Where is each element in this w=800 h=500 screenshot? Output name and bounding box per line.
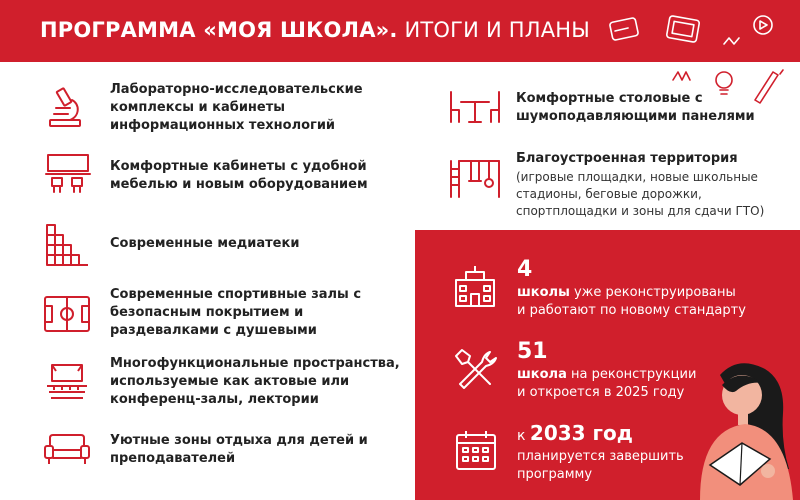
title-bold: ПРОГРАММА «МОЯ ШКОЛА». <box>40 18 398 42</box>
microscope-icon <box>44 86 88 130</box>
item-dining: Комфортные столовые с шумоподавляющими панелями <box>516 91 755 124</box>
item-classrooms: Комфортные кабинеты с удобной мебелью и новым оборудованием <box>110 159 368 192</box>
woman-reading-illustration <box>680 355 800 500</box>
playground-icon <box>447 155 503 201</box>
stat-2-rest: на реконструкции <box>566 367 697 382</box>
stat-3-prefix: к <box>517 428 530 444</box>
stat-3-line2: программу <box>517 467 593 482</box>
title-light: ИТОГИ И ПЛАНЫ <box>397 18 590 42</box>
item-rest-zones: Уютные зоны отдыха для детей и преподавателей <box>110 433 368 466</box>
page-title <box>40 18 590 42</box>
stat-1-text <box>517 284 777 320</box>
stat-1-number: 4 <box>517 257 533 282</box>
dining-table-icon <box>447 88 503 128</box>
classroom-icon <box>44 152 92 196</box>
stat-3-line1: планируется завершить <box>517 449 684 464</box>
auditorium-icon <box>44 362 90 402</box>
stat-3-number: 2033 год <box>529 421 633 445</box>
tools-icon <box>452 346 498 392</box>
stat-1-bold: школы <box>517 285 570 300</box>
stat-2-bold: школа <box>517 367 567 382</box>
item-labs: Лабораторно-исследовательские комплексы и кабинеты информационных технологий <box>110 82 363 133</box>
stat-1-rest: уже реконструированы <box>569 285 736 300</box>
item-territory: Благоустроенная территория <box>516 151 738 166</box>
item-media: Современные медиатеки <box>110 236 300 251</box>
item-gyms: Современные спортивные залы с безопасным покрытием и раздевалками с душевыми <box>110 287 362 338</box>
sports-field-icon <box>42 294 92 334</box>
item-territory-details: (игровые площадки, новые школьные стадионы, беговые дорожки, спортплощадки и зоны для сдачи ГТО) <box>516 170 765 218</box>
stat-2-line2: и откроется в 2025 году <box>517 385 685 400</box>
calendar-icon <box>454 428 498 472</box>
stat-2-number: 51 <box>517 339 548 364</box>
stat-1-line2: и работают по новому стандарту <box>517 303 746 318</box>
sofa-icon <box>42 432 92 468</box>
school-building-icon <box>452 264 498 310</box>
item-multipurpose: Многофункциональные пространства, используемые как актовые или конференц-залы, лектории <box>110 356 400 407</box>
bookshelf-icon <box>44 222 90 268</box>
